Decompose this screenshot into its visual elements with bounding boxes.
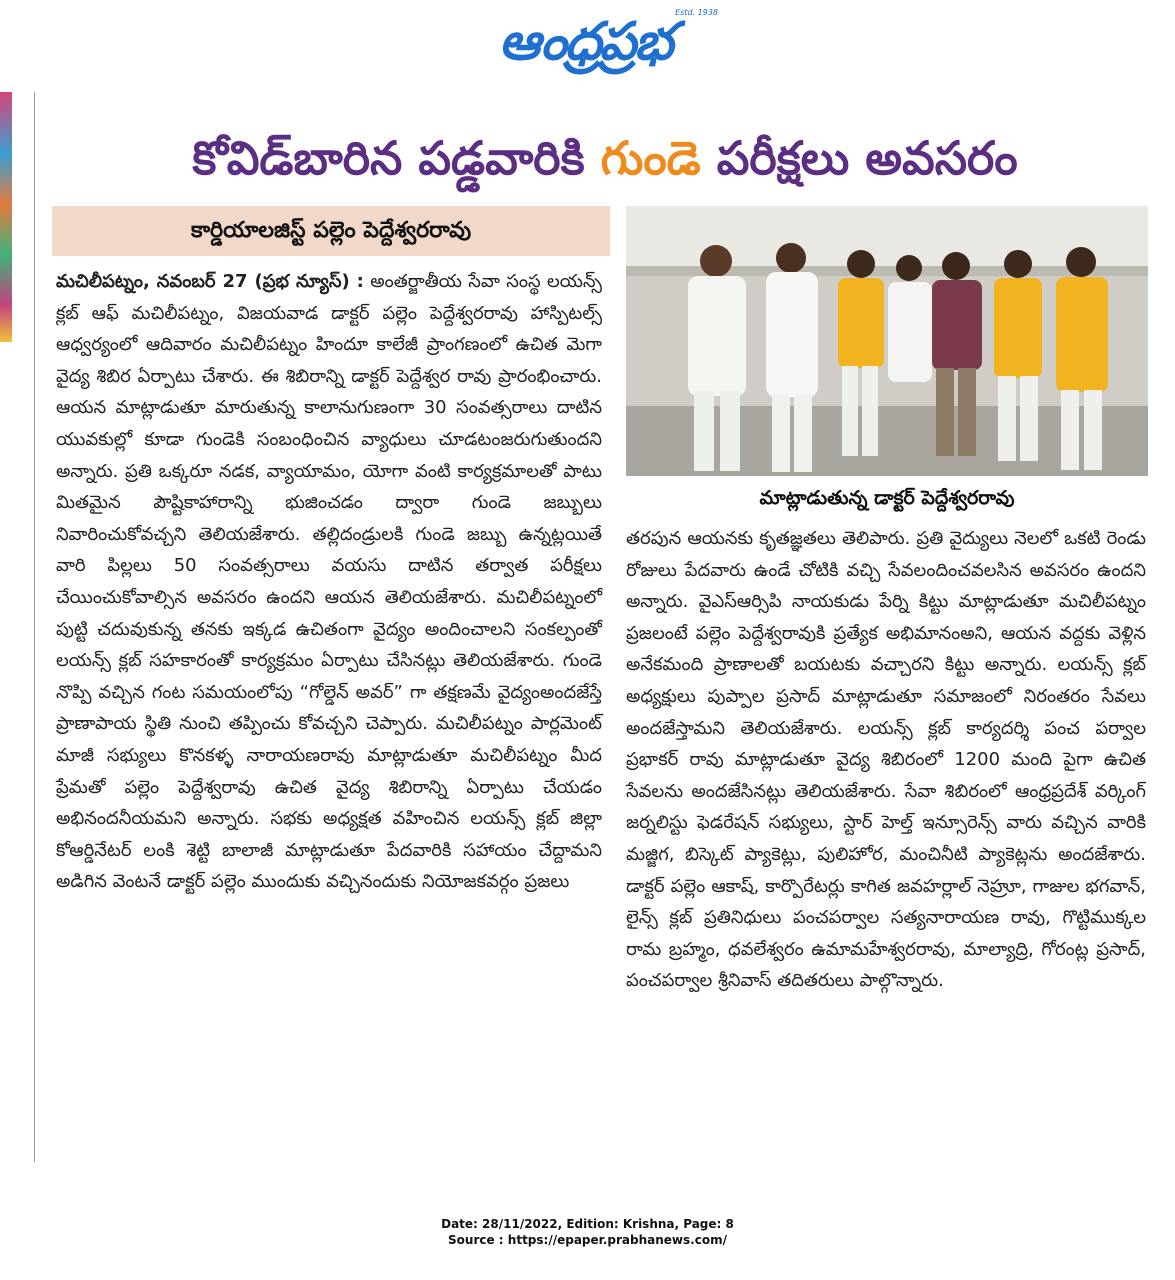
- article-column-left: [56, 266, 602, 898]
- article-column-right: [626, 523, 1146, 997]
- adjacent-photo-fragment: [0, 92, 12, 342]
- logo-estd: Estd. 1938: [675, 8, 718, 17]
- column-rule: [34, 92, 35, 1162]
- headline-part-2: గుండె: [600, 131, 701, 185]
- newspaper-logo: ఆంధ్రప్రభ: [498, 12, 672, 72]
- photo-illustration: [626, 206, 1148, 476]
- dateline: మచిలీపట్నం, నవంబర్ 27 (ప్రభ న్యూస్) :: [56, 271, 364, 292]
- footer-date-line: Date: 28/11/2022, Edition: Krishna, Page: 8: [441, 1217, 734, 1231]
- page-footer: [0, 1216, 1175, 1248]
- article-body-col1: అంతర్జాతీయ సేవా సంస్థ లయన్స్ క్లబ్ ఆఫ్ మచిలీపట్నం, విజయవాడ డాక్టర్ పల్లెం పెద్దేశ్వరరావు హాస్పిటల్స్ ఆధ్వర్యంలో ఆదివారం మచిలీపట్నం హిందూ కాలేజీ ప్రాంగణంలో ఉచిత మెగా వైద్య శిబిర ఏర్పాటు చేశారు. ఈ శిబిరాన్ని డాక్టర్ పెద్దేశ్వర రావు ప్రారంభించారు. ఆయన మాట్లాడుతూ మారుతున్న కాలానుగుణంగా 30 సంవత్సరాలు దాటిన యువకుల్లో కూడా గుండెకి సంబంధించిన వ్యాధులు చూడటంజరుగుతుందని అన్నారు. ప్రతి ఒక్కరూ నడక, వ్యాయామం, యోగా వంటి కార్యక్రమాలతో పాటు మితమైన పౌష్టికాహారాన్ని భుజించడం ద్వారా గుండె జబ్బులు నివారించుకోవచ్చని తెలియజేశారు. తల్లిదండ్రులకి గుండె జబ్బు ఉన్నట్లయితే వారి పిల్లలు 50 సంవత్సరాలు వయసు దాటిన తర్వాత పరీక్షలు చేయించుకోవాల్సిన అవసరం ఉందని ఆయన తెలియజేశారు. మచిలీపట్నంలో పుట్టి చదువుకున్న తనకు ఇక్కడ ఉచితంగా వైద్యం అందించాలని సంకల్పంతో లయన్స్ క్లబ్ సహకారంతో కార్యక్రమం ఏర్పాటు చేసినట్లు తెలియజేశారు. గుండె నొప్పి వచ్చిన గంట సమయంలోపు “గోల్డెన్ అవర్” గా తక్షణమే వైద్యంఅందజేస్తే ప్రాణాపాయ స్థితి నుంచి తప్పించు కోవచ్చని చెప్పారు. మచిలీపట్నం పార్లమెంట్ మాజీ సభ్యులు కొనకళ్ళ నారాయణరావు మాట్లాడుతూ మచిలీపట్నం మీద ప్రేమతో పల్లెం పెద్దేశ్వరావు ఉచిత వైద్య శిబిరాన్ని ఏర్పాటు చేయడం అభినందనీయమని అన్నారు. సభకు అధ్యక్షత వహించిన లయన్స్ క్లబ్ జిల్లా కోఆర్డినేటర్ లంకి శెట్టి బాలాజీ మాట్లాడుతూ పేదవారికి సహాయం చేద్దామని అడిగిన వెంటనే డాక్టర్ పల్లెం ముందుకు వచ్చినందుకు నియోజకవర్గం ప్రజలు: [56, 271, 602, 893]
- masthead: [460, 8, 720, 88]
- subhead-box: [52, 206, 610, 256]
- footer-source-line: Source : https://epaper.prabhanews.com/: [448, 1233, 727, 1247]
- headline-part-1: కోవిడ్‌బారిన పడ్డవారికి: [192, 131, 601, 185]
- article-paragraph: [56, 266, 602, 898]
- headline-part-3: పరీక్షలు అవసరం: [700, 131, 1018, 185]
- news-photo: [626, 206, 1148, 476]
- adjacent-page-strip: [0, 92, 12, 1162]
- article-body-col2: తరపున ఆయనకు కృతజ్ఞతలు తెలిపారు. ప్రతి వైద్యులు నెలలో ఒకటి రెండు రోజులు పేదవారు ఉండే చోటికి వచ్చి సేవలందించవలసిన అవసరం ఉందని అన్నారు. వైఎస్ఆర్సిపి నాయకుడు పేర్ని కిట్టు మాట్లాడుతూ మచిలీపట్నం ప్రజలంటే పల్లెం పెద్దేశ్వరావుకి ప్రత్యేక అభిమానంఅని, ఆయన వద్దకు వెళ్లిన అనేకమంది ప్రాణాలతో బయటకు వచ్చారని కిట్టు అన్నారు. లయన్స్ క్లబ్ అధ్యక్షులు పుప్పాల ప్రసాద్ మాట్లాడుతూ సమాజంలో నిరంతరం సేవలు అందజేస్తామని తెలియజేశారు. లయన్స్ క్లబ్ కార్యదర్శి పంచ పర్వాల ప్రభాకర్ రావు మాట్లాడుతూ వైద్య శిబిరంలో 1200 మంది పైగా ఉచిత సేవలను అందజేసినట్లు తెలియజేశారు. సేవా శిబిరంలో ఆంధ్రప్రదేశ్ వర్కింగ్ జర్నలిస్టు ఫెడరేషన్ సభ్యులు, స్టార్ హెల్త్ ఇన్సూరెన్స్ వారు వచ్చిన వారికి మజ్జిగ, బిస్కెట్ ప్యాకెట్లు, పులిహోర, మంచినీటి ప్యాకెట్లను అందజేశారు. డాక్టర్ పల్లెం ఆకాష్, కార్పొరేటర్లు కాగిత జవహర్లాల్ నెహ్రూ, గాజుల భగవాన్, లైన్స్ క్లబ్ ప్రతినిధులు పంచపర్వాల సత్యనారాయణ రావు, గొట్టిముక్కల రామ బ్రహ్మం, ధవలేశ్వరం ఉమామహేశ్వరరావు, మాల్యాద్రి, గోరంట్ల ప్రసాద్, పంచపర్వాల శ్రీనివాస్ తదితరులు పాల్గొన్నారు.: [626, 528, 1146, 992]
- photo-caption: మాట్లాడుతున్న డాక్టర్ పెద్దేశ్వరరావు: [759, 487, 1015, 509]
- subhead: కార్డియాలజిస్ట్ పల్లెం పెద్దేశ్వరరావు: [190, 218, 472, 243]
- headline: [60, 128, 1150, 188]
